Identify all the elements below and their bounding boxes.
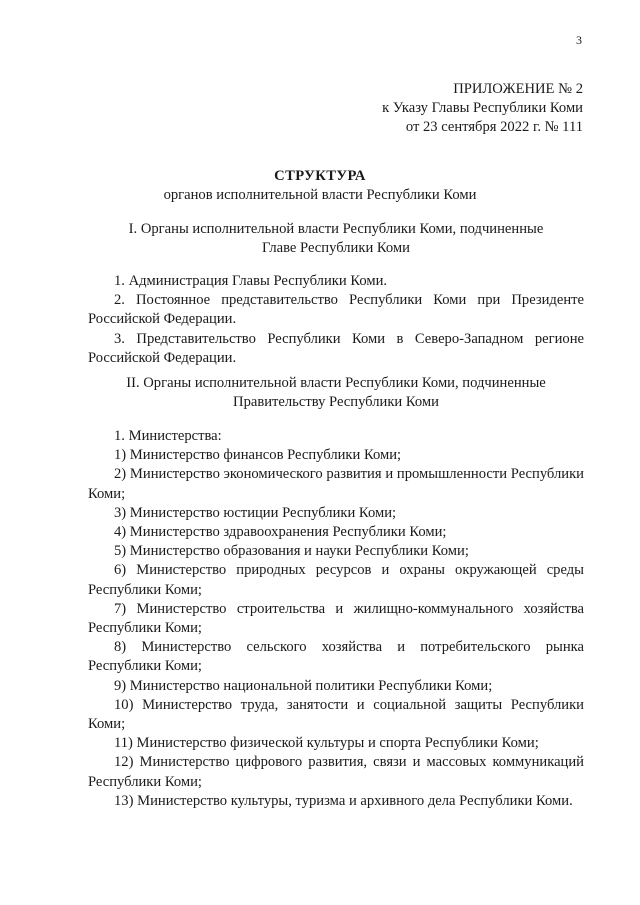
ministry-item: 12) Министерство цифрового развития, связи и массовых коммуникаций Республики Коми; — [88, 754, 584, 790]
section-2-heading-line-1: II. Органы исполнительной власти Республики Коми, подчиненные — [126, 375, 546, 391]
document-subtitle: органов исполнительной власти Республики Коми — [163, 187, 477, 203]
section-2-list — [88, 427, 584, 811]
section-1-list — [88, 272, 584, 368]
section-1-item: 3. Представительство Республики Коми в Северо-Западном регионе Российской Федерации. — [88, 330, 584, 366]
page-number: 3 — [576, 33, 582, 47]
document-title-block — [0, 167, 640, 205]
ministry-item: 9) Министерство национальной политики Республики Коми; — [114, 677, 493, 694]
section-1-heading-line-1: I. Органы исполнительной власти Республики Коми, подчиненные — [128, 221, 544, 237]
document-title: СТРУКТУРА — [274, 168, 366, 184]
section-2-heading-line-2: Правительству Республики Коми — [233, 394, 439, 410]
ministry-item: 11) Министерство физической культуры и спорта Республики Коми; — [114, 735, 539, 752]
ministry-item: 4) Министерство здравоохранения Республики Коми; — [114, 524, 447, 541]
section-1-item: 2. Постоянное представительство Республики Коми при Президенте Российской Федерации. — [88, 292, 584, 328]
section-1-heading — [88, 220, 584, 258]
appendix-line-3: от 23 сентября 2022 г. № 111 — [405, 119, 583, 135]
ministry-item: 1) Министерство финансов Республики Коми; — [114, 447, 402, 464]
ministry-item: 2) Министерство экономического развития и промышленности Республики Коми; — [88, 466, 584, 502]
section-1-heading-line-2: Главе Республики Коми — [262, 240, 410, 256]
ministry-item: 3) Министерство юстиции Республики Коми; — [114, 504, 397, 521]
ministry-item: 13) Министерство культуры, туризма и архивного дела Республики Коми. — [114, 792, 573, 809]
appendix-header — [382, 80, 583, 137]
ministry-item: 7) Министерство строительства и жилищно-коммунального хозяйства Республики Коми; — [88, 600, 584, 637]
section-1-item: 1. Администрация Главы Республики Коми. — [114, 273, 388, 289]
ministry-item: 8) Министерство сельского хозяйства и потребительского рынка Республики Коми; — [88, 639, 584, 675]
ministry-item: 5) Министерство образования и науки Республики Коми; — [114, 543, 469, 560]
ministry-item: 6) Министерство природных ресурсов и охраны окружающей среды Республики Коми; — [88, 562, 584, 598]
appendix-line-2: к Указу Главы Республики Коми — [382, 100, 583, 116]
appendix-line-1: ПРИЛОЖЕНИЕ № 2 — [453, 81, 583, 97]
section-2-heading — [88, 374, 584, 412]
ministries-group-title: 1. Министерства: — [114, 428, 222, 444]
ministry-item: 10) Министерство труда, занятости и социальной защиты Республики Коми; — [88, 696, 584, 733]
